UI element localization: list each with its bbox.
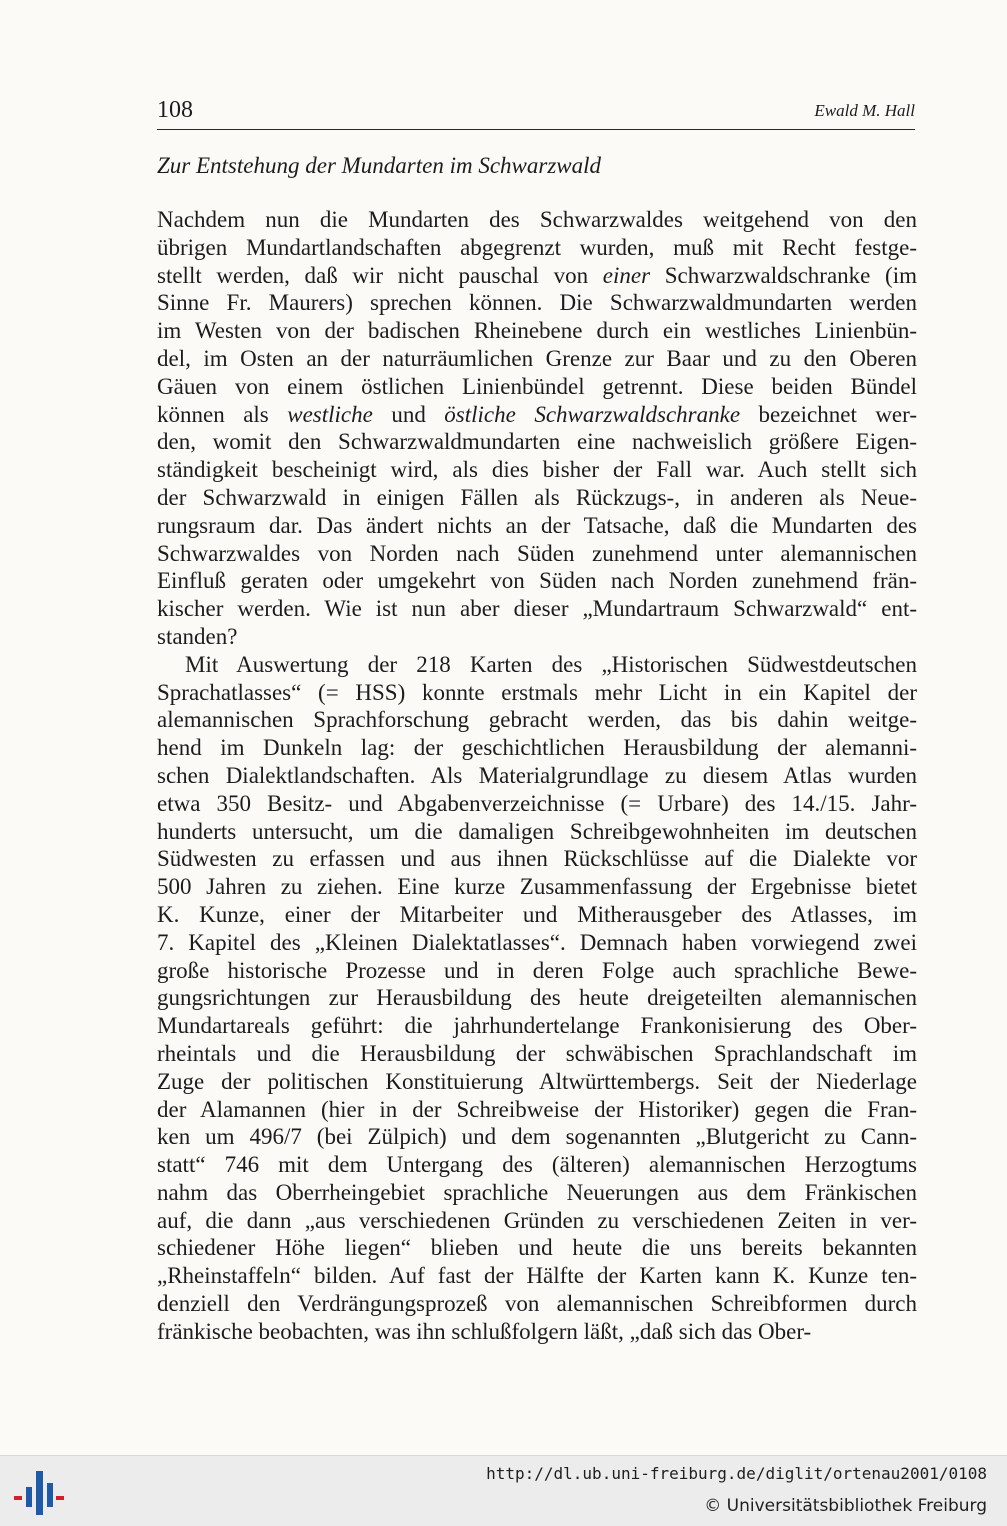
text-line: 500 Jahren zu ziehen. Eine kurze Zusammenfassung der Ergebnisse bietet [157, 874, 917, 900]
text-line: der Alamannen (hier in der Schreibweise der Historiker) gegen die Fran- [157, 1096, 917, 1122]
text-run: bezeichnet wer- [740, 401, 917, 427]
emphasis-text: östliche Schwarzwaldschranke [444, 401, 741, 427]
text-line: „Rheinstaffeln“ bilden. Auf fast der Hälfte der Karten kann K. Kunze ten- [157, 1263, 917, 1289]
text-line: schiedener Höhe liegen“ blieben und heute die uns bereits bekannten [157, 1235, 917, 1261]
text-line: statt“ 746 mit dem Untergang des (älteren) alemannischen Herzogtums [157, 1152, 917, 1178]
text-line: alemannischen Sprachforschung gebracht werden, das bis dahin weitge- [157, 707, 917, 733]
text-line: auf, die dann „aus verschiedenen Gründen zu verschiedenen Zeiten in ver- [157, 1207, 917, 1233]
text-line: rheintals und die Herausbildung der schwäbischen Sprachlandschaft im [157, 1040, 917, 1066]
emphasis-text: einer [602, 262, 651, 288]
text-line: Einfluß geraten oder umgekehrt von Süden nach Norden zunehmend frän- [157, 568, 917, 594]
running-head [157, 95, 915, 130]
text-run: stellt werden, daß wir nicht pauschal von [157, 262, 603, 288]
text-line: Sinne Fr. Maurers) sprechen können. Die Schwarzwaldmundarten werden [157, 290, 917, 316]
text-line: etwa 350 Besitz- und Abgabenverzeichnisse (= Urbare) des 14./15. Jahr- [157, 790, 917, 816]
text-line: rungsraum dar. Das ändert nichts an der Tatsache, daß die Mundarten des [157, 512, 917, 538]
text-line: Gäuen von einem östlichen Linienbündel getrennt. Diese beiden Bündel [157, 373, 917, 399]
text-line: Nachdem nun die Mundarten des Schwarzwaldes weitgehend von den [157, 207, 917, 232]
text-line: Südwesten zu erfassen und aus ihnen Rückschlüsse auf die Dialekte vor [157, 846, 917, 872]
text-line: kischer werden. Wie ist nun aber dieser „Mundartraum Schwarzwald“ ent- [157, 596, 917, 622]
copyright-notice: © Universitätsbibliothek Freiburg [704, 1496, 987, 1516]
text-line: Mit Auswertung der 218 Karten des „Historischen Südwestdeutschen [185, 651, 917, 677]
text-line: Sprachatlasses“ (= HSS) konnte erstmals mehr Licht in ein Kapitel der [157, 679, 917, 705]
body-text [157, 206, 917, 1346]
text-line: 7. Kapitel des „Kleinen Dialektatlasses“. Demnach haben vorwiegend zwei [157, 929, 917, 955]
text-line: schen Dialektlandschaften. Als Materialgrundlage zu diesem Atlas wurden [157, 762, 917, 788]
text-line: im Westen von der badischen Rheinebene durch ein westliches Linienbün- [157, 318, 917, 344]
text-line: übrigen Mundartlandschaften abgegrenzt wurden, muß mit Recht festge- [157, 234, 917, 260]
text-line: der Schwarzwald in einigen Fällen als Rückzugs-, in anderen als Neue- [157, 484, 917, 510]
text-line: ken um 496/7 (bei Zülpich) und dem sogenannten „Blutgericht zu Cann- [157, 1124, 917, 1150]
text-line: Schwarzwaldes von Norden nach Süden zunehmend unter alemannischen [157, 540, 917, 566]
section-title: Zur Entstehung der Mundarten im Schwarzwald [157, 153, 602, 178]
text-line: Zuge der politischen Konstituierung Altwürttembergs. Seit der Niederlage [157, 1068, 917, 1094]
text-line: hunderts untersucht, um die damaligen Schreibgewohnheiten im deutschen [157, 818, 917, 844]
page-url-link[interactable]: http://dl.ub.uni-freiburg.de/diglit/ortenau2001/0108 [486, 1464, 987, 1483]
text-line: den, womit den Schwarzwaldmundarten eine nachweislich größere Eigen- [157, 429, 917, 455]
text-line: fränkische beobachten, was ihn schlußfolgern läßt, „daß sich das Ober- [157, 1318, 812, 1344]
text-line: hend im Dunkeln lag: der geschichtlichen Herausbildung der alemanni- [157, 735, 917, 761]
library-footer [0, 1455, 1007, 1526]
library-logo-icon [12, 1469, 66, 1515]
text-run: Schwarzwaldschranke (im [650, 262, 917, 288]
text-line: große historische Prozesse und in deren Folge auch sprachliche Bewe- [157, 957, 917, 983]
emphasis-text: westliche [287, 401, 373, 427]
running-head-author: Ewald M. Hall [814, 101, 915, 120]
text-line: Mundartareals geführt: die jahrhundertelange Frankonisierung des Ober- [157, 1013, 917, 1039]
page-number: 108 [157, 97, 193, 123]
text-line [157, 262, 917, 290]
text-line: ständigkeit bescheinigt wird, als dies bisher der Fall war. Auch stellt sich [157, 457, 917, 483]
text-line: standen? [157, 623, 238, 649]
text-run: und [372, 401, 445, 427]
text-run: können als [157, 401, 288, 427]
text-line: denziell den Verdrängungsprozeß von alemannischen Schreibformen durch [157, 1291, 917, 1317]
text-line: gungsrichtungen zur Herausbildung des heute dreigeteilten alemannischen [157, 985, 917, 1011]
text-line: K. Kunze, einer der Mitarbeiter und Mitherausgeber des Atlasses, im [157, 901, 917, 927]
text-line: nahm das Oberrheingebiet sprachliche Neuerungen aus dem Fränkischen [157, 1179, 917, 1205]
text-line [157, 401, 917, 429]
text-line: del, im Osten an der naturräumlichen Grenze zur Baar und zu den Oberen [157, 345, 917, 371]
